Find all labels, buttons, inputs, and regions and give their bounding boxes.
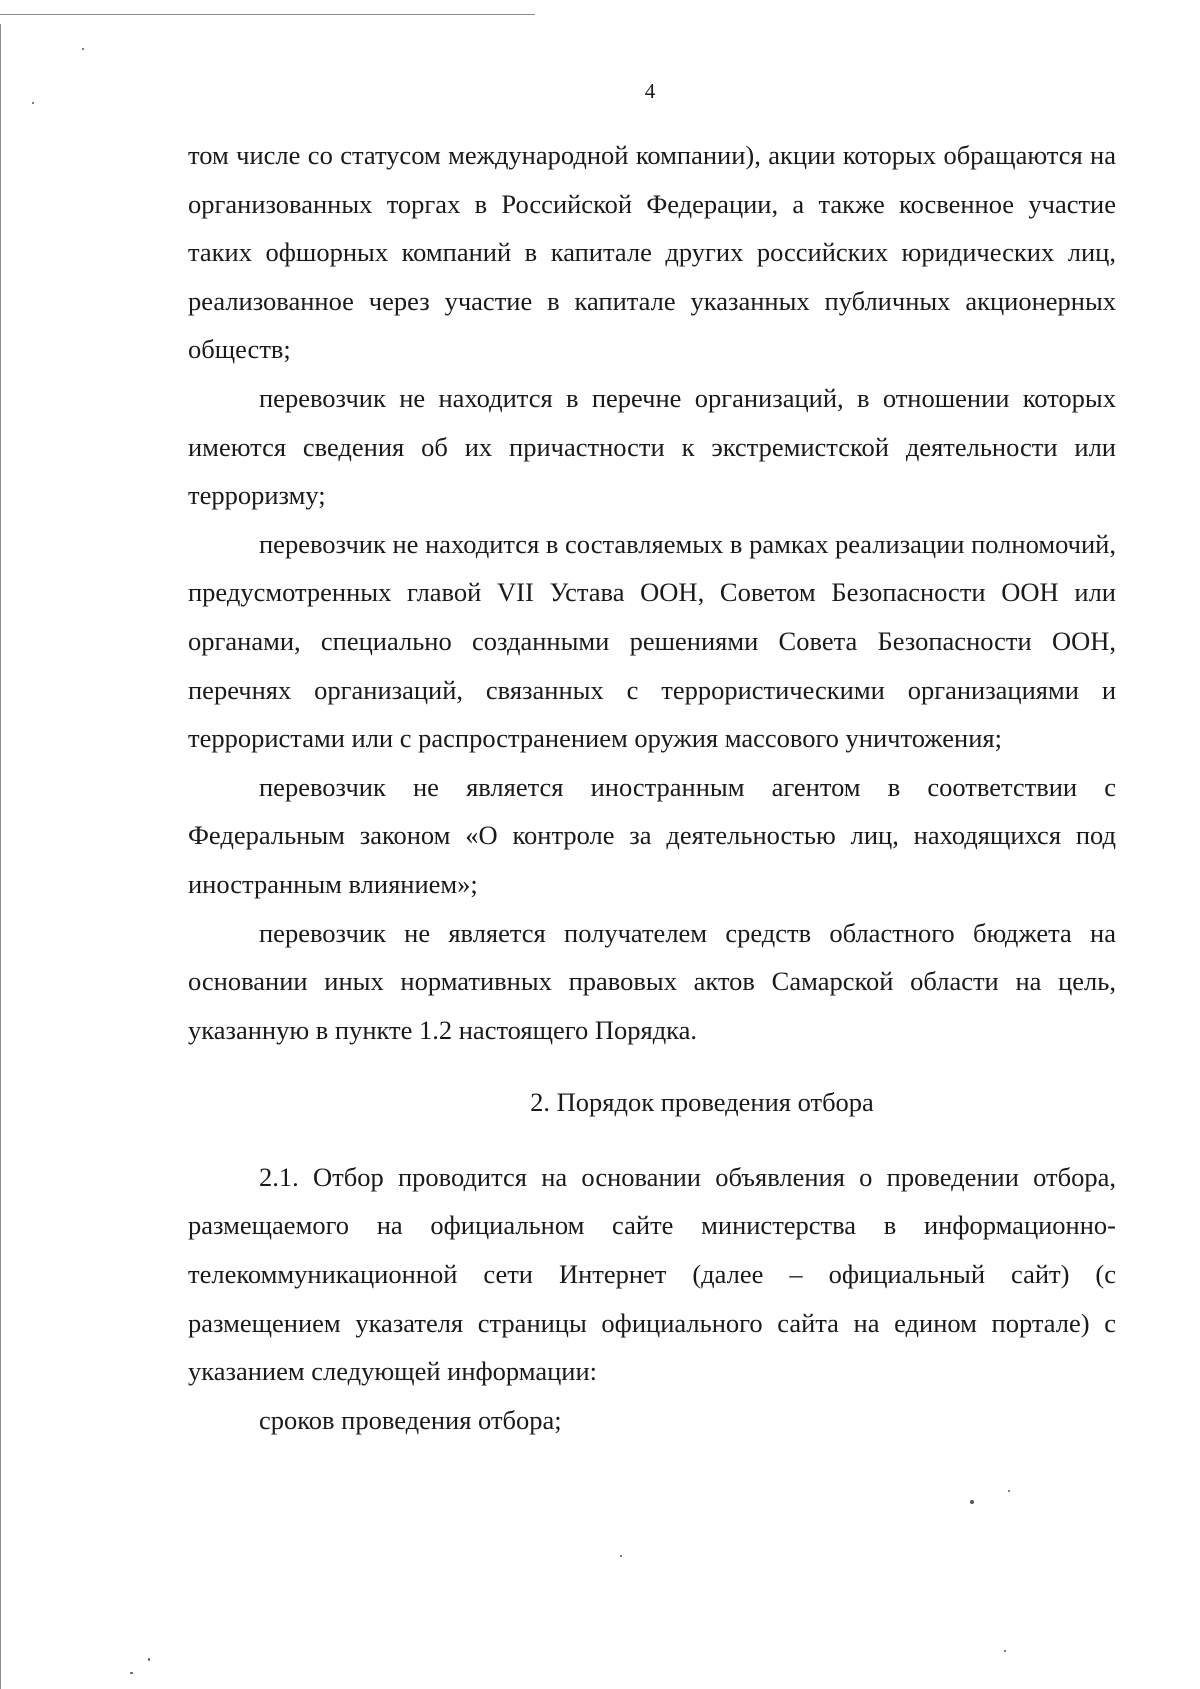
scan-speck: [148, 1658, 150, 1661]
scan-speck: [32, 102, 34, 104]
scan-speck: [970, 1500, 974, 1504]
page-number: 4: [644, 79, 656, 103]
document-body: [188, 131, 1116, 1444]
paragraph-continuation: том числе со статусом международной компании), акции которых обращаются на организованных торгах в Российской Федерации, а также косвенное участие таких офшорных компаний в капитале других российских юридических лиц, реализованное через участие в капитале указанных публичных акционерных обществ;: [188, 140, 1116, 365]
scan-speck: [1008, 1490, 1010, 1492]
list-item-deadlines: сроков проведения отбора;: [259, 1404, 562, 1435]
scan-speck: [130, 1672, 133, 1674]
paragraph-budget: перевозчик не является получателем средств областного бюджета на основании иных нормативных правовых актов Самарской области на цель, указанную в пункте 1.2 настоящего Порядка.: [188, 917, 1116, 1045]
paragraph-foreign-agent: перевозчик не является иностранным агентом в соответствии с Федеральным законом «О контроле за деятельностью лиц, находящихся под иностранным влиянием»;: [188, 771, 1116, 899]
scan-speck: [620, 1555, 622, 1557]
paragraph-2-1: 2.1. Отбор проводится на основании объявления о проведении отбора, размещаемого на официальном сайте министерства в информационно-телекоммуникационной сети Интернет (далее – официальный сайт) (с размещением указателя страницы официального сайта на едином портале) с указанием следующей информации:: [188, 1161, 1116, 1387]
scan-speck: [82, 48, 84, 50]
paragraph-extremism: перевозчик не находится в перечне организаций, в отношении которых имеются сведения об их причастности к экстремистской деятельности или терроризму;: [188, 382, 1116, 511]
scan-speck: [1004, 1650, 1006, 1652]
scan-top-edge: [0, 14, 535, 15]
paragraph-un-lists: перевозчик не находится в составляемых в рамках реализации полномочий, предусмотренных главой VII Устава ООН, Советом Безопасности ООН или органами, специально созданными решениями Совета Безопасности ООН, перечнях организаций, связанных с террористическими организациями и террористами или с распространением оружия массового уничтожения;: [188, 528, 1116, 754]
scan-left-edge: [0, 24, 1, 1689]
section-heading: 2. Порядок проведения отбора: [530, 1087, 874, 1118]
